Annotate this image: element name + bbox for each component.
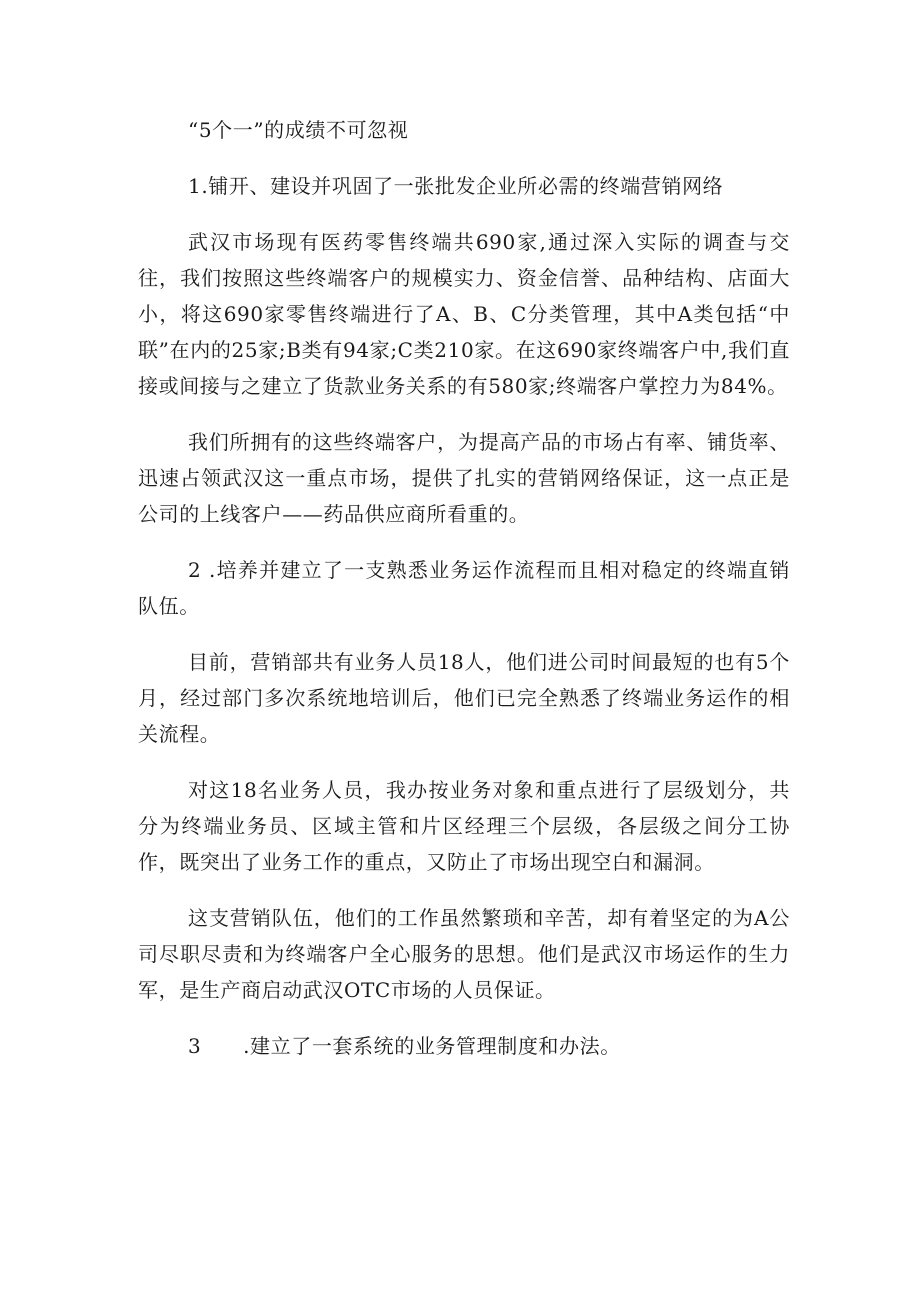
paragraph-tier-division: 对这18名业务人员，我办按业务对象和重点进行了层级划分，共分为终端业务员、区域主管和片区经理三个层级，各层级之间分工协作，既突出了业务工作的重点，又防止了市场出现空白和漏洞。 (138, 778, 790, 874)
paragraph-terminal-customers: 我们所拥有的这些终端客户，为提高产品的市场占有率、铺货率、迅速占领武汉这一重点市场，提供了扎实的营销网络保证，这一点正是公司的上线客户——药品供应商所看重的。 (138, 430, 790, 526)
paragraph-sales-team: 这支营销队伍，他们的工作虽然繁琐和辛苦，却有着坚定的为A公司尽职尽责和为终端客户全心服务的思想。他们是武汉市场运作的生力军，是生产商启动武汉OTC市场的人员保证。 (138, 906, 790, 1002)
heading-3: 3 .建立了一套系统的业务管理制度和办法。 (188, 1034, 621, 1058)
section-title: “5个一”的成绩不可忽视 (188, 118, 409, 142)
paragraph-retail-network: 武汉市场现有医药零售终端共690家,通过深入实际的调查与交往，我们按照这些终端客户的规模实力、资金信誉、品种结构、店面大小，将这690家零售终端进行了A、B、C分类管理，其中A类包括“中联”在内的25家;B类有94家;C类210家。在这690家终端客户中,我们直接或间接与之建立了货款业务关系的有580家;终端客户掌控力为84%。 (138, 230, 790, 398)
heading-1: 1.铺开、建设并巩固了一张批发企业所必需的终端营销网络 (188, 174, 724, 198)
heading-2: 2 .培养并建立了一支熟悉业务运作流程而且相对稳定的终端直销队伍。 (138, 558, 790, 618)
paragraph-sales-staff: 目前，营销部共有业务人员18人，他们进公司时间最短的也有5个月，经过部门多次系统地培训后，他们已完全熟悉了终端业务运作的相关流程。 (138, 650, 790, 746)
document-body (138, 112, 790, 1084)
